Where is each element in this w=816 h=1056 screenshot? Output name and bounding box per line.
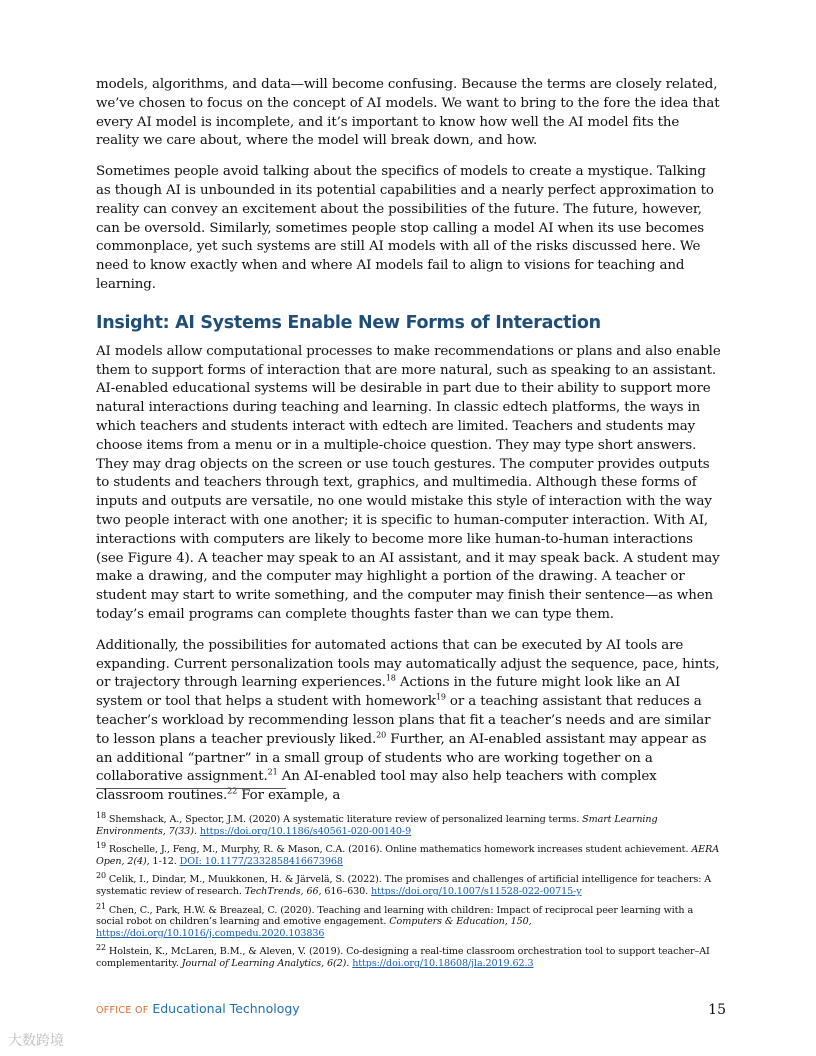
footer-brand	[96, 1001, 300, 1016]
footnote-ref-20[interactable]: 20	[376, 730, 387, 740]
footnote-20	[96, 871, 722, 897]
footer-office-name: Educational Technology	[152, 1001, 300, 1016]
footnote-ref-21[interactable]: 21	[267, 767, 278, 777]
paragraph-2: Sometimes people avoid talking about the specifics of models to create a mystique. Talking as though AI is unbounded in its potential capabilities and a nearly perfect approximation to reality can convey an excitement about the possibilities of the future. The future, however, can be oversold. Similarly, sometimes people stop calling a model AI when its use becomes commonplace, yet such systems are still AI models with all of the risks discussed here. We need to know exactly when and where AI models fail to align to visions for teaching and learning.	[96, 164, 714, 292]
footnote-18	[96, 810, 722, 837]
footnote-ref-19[interactable]: 19	[435, 692, 446, 702]
footnote-link[interactable]: https://doi.org/10.1186/s40561-020-00140-9	[199, 825, 412, 837]
main-content	[96, 76, 722, 818]
footnote-21	[96, 901, 722, 940]
p4-text-6: For example, a	[237, 788, 341, 804]
footnote-ref-18[interactable]: 18	[385, 673, 396, 683]
footnote-journal: Journal of Learning Analytics, 6(2).	[181, 957, 350, 969]
footnote-journal: Smart Learning Environments, 7(33).	[96, 814, 658, 837]
paragraph-4	[96, 637, 722, 806]
footnote-number: 19	[96, 841, 106, 850]
footer-office-label: OFFICE OF	[96, 1005, 149, 1016]
p4-text-2: Actions in the future might look like an AI system or tool that helps a student with homework	[96, 675, 681, 710]
footnote-link[interactable]: DOI: 10.1177/2332858416673968	[179, 855, 343, 867]
footnotes	[96, 810, 722, 977]
watermark: 大数跨境	[8, 1033, 64, 1049]
p4-text-4: Further, an AI-enabled assistant may appear as an additional “partner” in a small group of students who are working together on a collaborative assignment.	[96, 731, 707, 785]
footnote-text: Shemshack, A., Spector, J.M. (2020) A systematic literature review of personalized learning terms.	[105, 814, 583, 825]
p4-text-5: An AI-enabled tool may also help teachers with complex classroom routines.	[96, 769, 657, 804]
footnote-number: 18	[96, 810, 106, 820]
paragraph-3: AI models allow computational processes to make recommendations or plans and also enable them to support forms of interaction that are more natural, such as speaking to an assistant. AI-enabled educational systems will be desirable in part due to their ability to support more natural interactions during teaching and learning. In classic edtech platforms, the ways in which teachers and students interact with edtech are limited. Teachers and students may choose items from a menu or in a multiple-choice question. They may type short answers. They may drag objects on the screen or use touch gestures. The computer provides outputs to students and teachers through text, graphics, and multimedia. Although these forms of inputs and outputs are versatile, no one would mistake this style of interaction with the way two people interact with one another; it is specific to human-computer interaction. With AI, interactions with computers are likely to become more like human-to-human interactions (see Figure 4). A teacher may speak to an AI assistant, and it may speak back. A student may make a drawing, and the computer may highlight a portion of the drawing. A teacher or student may start to write something, and the computer may finish their sentence—as when today’s email programs can complete thoughts faster than we can type them.	[96, 343, 721, 622]
p4-text-1: Additionally, the possibilities for automated actions that can be executed by AI tools are expanding. Current personalization tools may automatically adjust the sequence, pace, hints, or trajectory through learning experiences.	[96, 637, 720, 691]
footnote-text: Chen, C., Park, H.W. & Breazeal, C. (2020). Teaching and learning with children: Impact of reciprocal peer learning with a social robot on children’s learning and emotive engagement.	[96, 904, 694, 928]
section-heading: Insight: AI Systems Enable New Forms of Interaction	[96, 312, 601, 333]
footnote-link[interactable]: https://doi.org/10.1016/j.compedu.2020.103836	[96, 927, 325, 939]
footnote-link[interactable]: https://doi.org/10.18608/jla.2019.62.3	[352, 957, 534, 969]
footnote-journal: Computers & Education, 150,	[389, 916, 532, 928]
p4-text-3: or a teaching assistant that reduces a teacher’s workload by recommending lesson plans that fit a teacher’s needs and are similar to lesson plans a teacher previously liked.	[96, 694, 711, 747]
paragraph-1: models, algorithms, and data—will become confusing. Because the terms are closely related, we’ve chosen to focus on the concept of AI models. We want to bring to the fore the idea that every AI model is incomplete, and it’s important to know how well the AI model fits the reality we care about, where the model will break down, and how.	[96, 77, 720, 149]
footnote-text: 616–630.	[321, 885, 371, 897]
footnote-journal: TechTrends, 66,	[244, 885, 322, 897]
footnote-text: 1-12.	[149, 855, 180, 867]
footnote-22	[96, 943, 722, 969]
footnote-divider	[96, 788, 286, 789]
footnote-number: 20	[96, 871, 106, 881]
footnote-text: Holstein, K., McLaren, B.M., & Aleven, V. (2019). Co-designing a real-time classroom orchestration tool to support teacher–AI complementarity.	[96, 946, 710, 969]
page-number: 15	[708, 1002, 726, 1018]
footnote-journal: AERA Open, 2(4),	[96, 844, 720, 867]
footnote-text: Roschelle, J., Feng, M., Murphy, R. & Mason, C.A. (2016). Online mathematics homework increases student achievement.	[105, 844, 692, 856]
footnote-19	[96, 841, 722, 867]
footnote-link[interactable]: https://doi.org/10.1007/s11528-022-00715-y	[371, 885, 582, 897]
footnote-text: Celik, I., Dindar, M., Muukkonen, H. & Järvelä, S. (2022). The promises and challenges of artificial intelligence for teachers: A systematic review of research.	[96, 874, 712, 897]
footnote-number: 22	[96, 943, 106, 953]
footnote-number: 21	[96, 901, 106, 911]
footnote-ref-22[interactable]: 22	[227, 786, 238, 796]
